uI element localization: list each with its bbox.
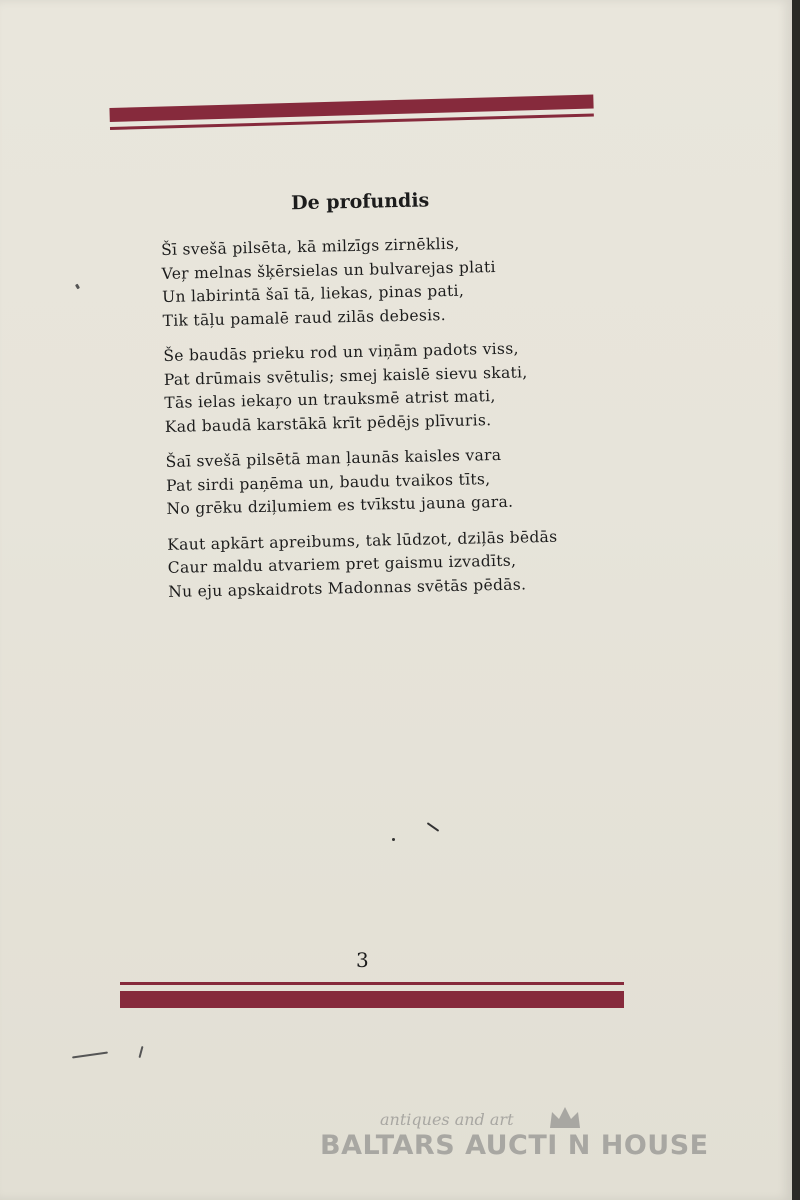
stanza-4	[167, 524, 598, 603]
watermark-tagline: antiques and art	[380, 1110, 514, 1129]
poem-line: Šaī svešā pilsētā man ļaunās kaisles vara	[165, 445, 502, 471]
poem-line: Nu eju apskaidrots Madonnas svētās pēdās.	[168, 574, 527, 601]
poem-line: Tik tāļu pamalē raud zilās debesis.	[162, 305, 447, 330]
poem-line: Veŗ melnas šķērsielas un bulvarejas plati	[161, 257, 496, 283]
bottom-decorative-bar	[120, 982, 624, 1018]
poem-line: Tās ielas iekaŗo un trauksmē atrist mati,	[164, 387, 496, 412]
paper-speck	[138, 1046, 143, 1058]
bottom-bar-thick-rule	[120, 991, 624, 1008]
poem-line: Kad baudā karstākā krīt pēdējs plīvuris.	[164, 410, 492, 436]
poem-line: Pat drūmais svētulis; smej kaislē sievu skati,	[163, 362, 528, 389]
top-decorative-bar	[109, 94, 594, 147]
paper-speck	[75, 284, 80, 290]
poem	[160, 186, 599, 616]
poem-line: Šī svešā pilsēta, kā milzīgs zirnēklis,	[160, 234, 460, 259]
stanza-1	[161, 230, 593, 333]
poem-line: No grēku dziļumiem es tvīkstu jauna gara.	[166, 492, 514, 518]
poem-line: Kaut apkārt apreibums, tak lūdzot, dziļās bēdās	[167, 527, 558, 554]
watermark-name: BALTARS AUCTI N HOUSE	[320, 1130, 709, 1161]
bottom-bar-thin-rule	[120, 982, 624, 985]
poem-line: Še baudās prieku rod un viņām padots viss,	[163, 339, 519, 365]
paper-speck	[427, 822, 440, 832]
poem-line: Pat sirdi paņēma un, baudu tvaikos tīts,	[165, 469, 491, 495]
poem-line: Un labirintā šaī tā, liekas, pinas pati,	[161, 281, 465, 306]
stanza-3	[165, 442, 596, 521]
auction-house-watermark	[320, 1110, 720, 1170]
poem-line: Caur maldu atvariem pret gaismu izvadīts,	[167, 551, 517, 577]
paper-speck	[392, 838, 395, 841]
stanza-2	[163, 336, 595, 439]
poem-title: De profundis	[290, 189, 430, 215]
crown-icon	[548, 1104, 582, 1130]
paper-speck	[72, 1052, 108, 1059]
page-number: 3	[356, 948, 369, 972]
